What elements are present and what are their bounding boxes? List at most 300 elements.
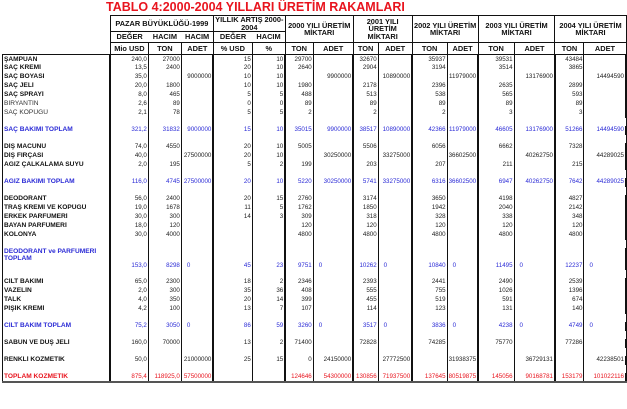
table-cell: 89 [353, 100, 378, 109]
spacer-cell [353, 314, 378, 322]
spacer-cell [213, 118, 252, 126]
row-label: TOPLAM KOZMETİK [3, 373, 111, 382]
table-cell [378, 305, 412, 314]
table-cell [181, 161, 213, 170]
spacer-cell [213, 270, 252, 278]
table-cell: 4749 [555, 322, 584, 331]
table-cell: 350 [148, 296, 181, 305]
spacer-cell [412, 240, 447, 248]
table-cell: 0 [313, 248, 353, 270]
spacer-cell [148, 187, 181, 195]
table-cell [285, 73, 313, 82]
spacer-cell [478, 270, 514, 278]
spacer-cell [478, 118, 514, 126]
table-cell [313, 82, 353, 91]
table-cell [378, 109, 412, 118]
table-cell [313, 100, 353, 109]
table-cell: 18,0 [110, 222, 148, 231]
spacer-cell [313, 270, 353, 278]
table-cell: 2300 [148, 278, 181, 287]
table-cell [181, 55, 213, 64]
spacer-cell [181, 187, 213, 195]
table-cell [447, 287, 478, 296]
table-cell: 36 [252, 287, 285, 296]
spacer-cell [555, 270, 584, 278]
header-market-size: PAZAR BÜYÜKLÜĞÜ-1999 [110, 16, 213, 32]
table-cell [584, 204, 626, 213]
table-cell [514, 91, 555, 100]
table-cell: 408 [285, 287, 313, 296]
table-cell [181, 143, 213, 152]
spacer-cell [447, 170, 478, 178]
table-cell: 89 [285, 100, 313, 109]
spacer-cell [110, 314, 148, 322]
table-cell [514, 278, 555, 287]
unit-header: TON [478, 43, 514, 55]
table-cell: 27772500 [378, 356, 412, 365]
spacer-cell [584, 348, 626, 356]
table-cell: 120 [353, 222, 378, 231]
table-cell [447, 296, 478, 305]
spacer-cell [412, 187, 447, 195]
spacer-cell [148, 331, 181, 339]
table-cell [313, 204, 353, 213]
table-cell [412, 152, 447, 161]
table-cell [555, 356, 584, 365]
spacer-cell [353, 240, 378, 248]
subheader-volume: HACIM [252, 32, 285, 43]
table-row [3, 109, 627, 118]
table-cell: 5 [252, 204, 285, 213]
spacer-cell [252, 135, 285, 143]
spacer-cell [285, 270, 313, 278]
table-cell: 160,0 [110, 339, 148, 348]
table-cell: 3517 [353, 322, 378, 331]
table-cell [313, 161, 353, 170]
table-cell: 23 [252, 248, 285, 270]
table-cell: 2,1 [110, 109, 148, 118]
table-cell: 30250000 [313, 152, 353, 161]
spacer-cell [285, 314, 313, 322]
spacer-cell [514, 331, 555, 339]
table-cell [447, 278, 478, 287]
table-cell: 13176900 [514, 73, 555, 82]
spacer-cell [110, 331, 148, 339]
table-cell [148, 152, 181, 161]
table-cell: 40,0 [110, 152, 148, 161]
table-cell: 4745 [148, 178, 181, 187]
table-cell: 36602500 [448, 152, 477, 160]
spacer-cell [285, 118, 313, 126]
table-cell: 195 [148, 161, 181, 170]
table-row [3, 373, 627, 382]
table-cell [213, 373, 252, 382]
table-cell [213, 222, 252, 231]
spacer-row [3, 170, 627, 178]
subheader-value: DEĞER [213, 32, 252, 43]
spacer-cell [252, 118, 285, 126]
spacer-cell [148, 135, 181, 143]
table-cell: 35937 [412, 55, 447, 64]
table-cell [378, 161, 412, 170]
table-cell: 33275000 [378, 152, 412, 161]
table-cell [514, 305, 555, 314]
spacer-cell [285, 187, 313, 195]
table-cell: 5005 [285, 143, 313, 152]
spacer-cell [252, 314, 285, 322]
spacer-cell [555, 135, 584, 143]
table-cell [378, 91, 412, 100]
table-cell: 207 [412, 161, 447, 170]
spacer-cell [584, 118, 626, 126]
table-cell: 40262750 [514, 178, 555, 187]
table-cell: 3836 [412, 322, 447, 331]
table-cell: 118925,0 [148, 373, 181, 382]
table-cell: 25 [213, 356, 252, 365]
table-cell: 140 [555, 305, 584, 314]
table-cell [447, 204, 478, 213]
table-cell: 24150000 [313, 356, 353, 365]
spacer-cell [313, 187, 353, 195]
table-cell: 71400 [285, 339, 313, 348]
spacer-cell [313, 331, 353, 339]
table-cell [447, 55, 478, 64]
spacer-cell [378, 270, 412, 278]
table-cell: 43484 [555, 55, 584, 64]
spacer-cell [478, 240, 514, 248]
spacer-cell [555, 240, 584, 248]
table-cell: 90168781 [514, 373, 555, 382]
table-cell [252, 373, 285, 382]
table-cell [584, 143, 626, 152]
table-cell [584, 305, 626, 314]
spacer-cell [313, 240, 353, 248]
table-cell: 89 [555, 100, 584, 109]
table-cell: 10 [252, 64, 285, 73]
spacer-cell [412, 170, 447, 178]
table-cell: 5220 [285, 178, 313, 187]
table-cell: 1800 [148, 82, 181, 91]
spacer-cell [110, 187, 148, 195]
spacer-cell [353, 270, 378, 278]
table-cell: 10 [213, 73, 252, 82]
spacer-cell [148, 118, 181, 126]
table-cell: 2400 [148, 195, 181, 204]
row-label: SAÇ KREMİ [3, 64, 111, 73]
table-cell [584, 287, 626, 296]
table-cell: 513 [353, 91, 378, 100]
spacer-cell [3, 270, 111, 278]
table-cell [514, 64, 555, 73]
table-cell: 7328 [555, 143, 584, 152]
table-cell: 2,0 [110, 161, 148, 170]
spacer-cell [584, 170, 626, 178]
table-cell: 32670 [353, 55, 378, 64]
spacer-cell [110, 240, 148, 248]
header-2004: 2004 YILI ÜRETİM MİKTARI [555, 16, 626, 43]
spacer-cell [353, 187, 378, 195]
spacer-cell [378, 365, 412, 373]
table-cell [285, 152, 313, 161]
table-cell: 20 [213, 152, 252, 161]
spacer-cell [555, 187, 584, 195]
table-cell: 321,2 [110, 126, 148, 135]
table-cell: 4800 [285, 231, 313, 240]
table-cell: 35015 [285, 126, 313, 135]
table-cell [447, 213, 478, 222]
table-cell: 10 [252, 143, 285, 152]
table-cell [252, 231, 285, 240]
table-cell: 10 [252, 152, 285, 161]
table-cell: 70000 [148, 339, 181, 348]
table-cell: 13176900 [514, 126, 555, 135]
table-cell: 39531 [478, 55, 514, 64]
table-cell: 3 [252, 213, 285, 222]
table-cell: 31938375 [448, 356, 477, 364]
spacer-cell [3, 331, 111, 339]
spacer-cell [181, 348, 213, 356]
spacer-cell [3, 365, 111, 373]
table-cell: 44289025 [584, 178, 626, 187]
table-cell: 593 [555, 91, 584, 100]
table-cell [478, 73, 514, 82]
spacer-cell [378, 187, 412, 195]
table-cell: 5506 [353, 143, 378, 152]
table-cell: 131 [478, 305, 514, 314]
table-cell: 27000 [148, 55, 181, 64]
table-cell: 20 [213, 64, 252, 73]
table-cell: 3 [478, 109, 514, 118]
table-cell: 4800 [412, 231, 447, 240]
table-cell [447, 143, 478, 152]
spacer-cell [555, 365, 584, 373]
table-cell [378, 204, 412, 213]
spacer-cell [447, 118, 478, 126]
table-cell: 15 [252, 195, 285, 204]
table-cell: 30,0 [110, 213, 148, 222]
table-cell: 10 [252, 73, 285, 82]
row-label: TRAŞ KREMİ VE KÖPÜĞÜ [3, 204, 111, 213]
table-cell: 35 [213, 287, 252, 296]
table-cell [412, 73, 447, 82]
table-cell: 318 [353, 213, 378, 222]
spacer-cell [181, 135, 213, 143]
table-cell [447, 161, 478, 170]
spacer-cell [213, 314, 252, 322]
unit-header: ADET [584, 43, 626, 55]
table-cell [478, 152, 514, 161]
table-cell [514, 231, 555, 240]
table-row [3, 278, 627, 287]
table-cell [378, 64, 412, 73]
table-cell [181, 287, 213, 296]
table-cell: 30,0 [110, 231, 148, 240]
table-cell: 1762 [285, 204, 313, 213]
table-cell [313, 91, 353, 100]
table-cell: 9000000 [181, 126, 213, 135]
table-cell: 300 [148, 287, 181, 296]
table-cell: 89 [148, 100, 181, 109]
row-label: RENKLİ KOZMETİK [3, 356, 111, 365]
spacer-cell [412, 348, 447, 356]
table-cell [181, 231, 213, 240]
table-cell [584, 278, 626, 287]
table-cell: 0 [378, 248, 412, 270]
spacer-cell [285, 170, 313, 178]
header-2000: 2000 YILI ÜRETİM MİKTARI [285, 16, 353, 43]
spacer-cell [252, 170, 285, 178]
table-cell [181, 204, 213, 213]
spacer-row [3, 240, 627, 248]
table-cell: 123 [412, 305, 447, 314]
table-cell: 2539 [555, 278, 584, 287]
spacer-cell [514, 365, 555, 373]
table-cell: 309 [285, 213, 313, 222]
table-cell: 199 [285, 161, 313, 170]
table-cell: 89 [478, 100, 514, 109]
table-cell: 2760 [285, 195, 313, 204]
table-cell: 0 [447, 322, 478, 331]
table-cell: 3865 [555, 64, 584, 73]
table-row [3, 339, 627, 348]
table-cell [313, 287, 353, 296]
row-label: TALK [3, 296, 111, 305]
spacer-cell [555, 170, 584, 178]
spacer-cell [3, 187, 111, 195]
spacer-cell [412, 270, 447, 278]
spacer-cell [3, 314, 111, 322]
table-cell: 6056 [412, 143, 447, 152]
spacer-row [3, 135, 627, 143]
table-cell: 519 [412, 296, 447, 305]
spacer-cell [514, 135, 555, 143]
table-row [3, 126, 627, 135]
table-cell: 36602500 [448, 178, 477, 186]
table-cell [378, 278, 412, 287]
subheader-volume: HACIM [148, 32, 181, 43]
spacer-cell [447, 187, 478, 195]
table-cell: 4800 [555, 231, 584, 240]
table-cell: 2635 [478, 82, 514, 91]
table-cell: 2393 [353, 278, 378, 287]
spacer-cell [285, 331, 313, 339]
table-cell [447, 339, 478, 348]
header-blank [3, 32, 111, 43]
table-cell [514, 195, 555, 204]
table-cell: 9900000 [313, 126, 353, 135]
spacer-cell [313, 118, 353, 126]
table-cell: 3650 [412, 195, 447, 204]
table-cell: 56,0 [110, 195, 148, 204]
table-title: TABLO 4:2000-2004 YILLARI ÜRETİM RAKAMLARI [106, 0, 405, 14]
table-cell: 338 [478, 213, 514, 222]
table-cell [313, 143, 353, 152]
table-cell: 5 [213, 109, 252, 118]
table-cell [313, 109, 353, 118]
table-cell: 2346 [285, 278, 313, 287]
table-cell [447, 91, 478, 100]
spacer-cell [353, 135, 378, 143]
spacer-cell [378, 348, 412, 356]
table-cell [148, 73, 181, 82]
spacer-cell [181, 365, 213, 373]
spacer-cell [148, 348, 181, 356]
spacer-cell [412, 135, 447, 143]
table-cell: 27500000 [181, 178, 213, 187]
row-label: ŞAMPUAN [3, 55, 111, 64]
table-cell: 4,0 [110, 296, 148, 305]
table-cell: 75,2 [110, 322, 148, 331]
table-cell: 11979000 [449, 126, 477, 134]
table-cell: 465 [148, 91, 181, 100]
unit-header: TON [353, 43, 378, 55]
table-row [3, 296, 627, 305]
spacer-cell [181, 331, 213, 339]
table-cell: 2400 [148, 64, 181, 73]
table-cell: 0 [584, 322, 626, 331]
spacer-cell [478, 135, 514, 143]
table-cell: 2040 [478, 204, 514, 213]
spacer-cell [412, 118, 447, 126]
table-cell: 11 [213, 204, 252, 213]
table-cell [584, 213, 626, 222]
spacer-cell [478, 314, 514, 322]
table-cell [378, 339, 412, 348]
spacer-cell [148, 365, 181, 373]
spacer-cell [584, 365, 626, 373]
table-cell: 755 [412, 287, 447, 296]
table-cell [584, 109, 626, 118]
spacer-cell [252, 270, 285, 278]
table-cell [447, 305, 478, 314]
table-body [3, 55, 627, 382]
table-cell [378, 195, 412, 204]
unit-header: TON [148, 43, 181, 55]
table-cell: 65,0 [110, 278, 148, 287]
header-2002: 2002 YILI ÜRETİM MİKTARI [412, 16, 478, 43]
spacer-cell [555, 348, 584, 356]
table-cell: 1942 [412, 204, 447, 213]
table-cell: 20 [213, 296, 252, 305]
table-cell: 46605 [478, 126, 514, 135]
table-cell: 6947 [478, 178, 514, 187]
spacer-cell [148, 314, 181, 322]
table-cell [584, 161, 626, 170]
table-cell: 1678 [148, 204, 181, 213]
spacer-cell [110, 135, 148, 143]
table-cell [378, 296, 412, 305]
table-cell: 35,0 [110, 73, 148, 82]
table-cell: 10 [252, 82, 285, 91]
table-row [3, 161, 627, 170]
row-label: DEODORANT ve PARFÜMERİ TOPLAM [3, 248, 111, 270]
table-cell: 211 [478, 161, 514, 170]
table-cell [584, 82, 626, 91]
table-cell: 348 [555, 213, 584, 222]
table-cell [447, 109, 478, 118]
unit-header: TON [412, 43, 447, 55]
table-cell: 7642 [555, 178, 584, 187]
spacer-cell [213, 240, 252, 248]
spacer-cell [181, 118, 213, 126]
table-cell [447, 100, 478, 109]
spacer-cell [447, 270, 478, 278]
table-cell: 44289025 [584, 152, 626, 161]
spacer-cell [3, 240, 111, 248]
table-cell: 2899 [555, 82, 584, 91]
spacer-row [3, 331, 627, 339]
table-cell: 488 [285, 91, 313, 100]
